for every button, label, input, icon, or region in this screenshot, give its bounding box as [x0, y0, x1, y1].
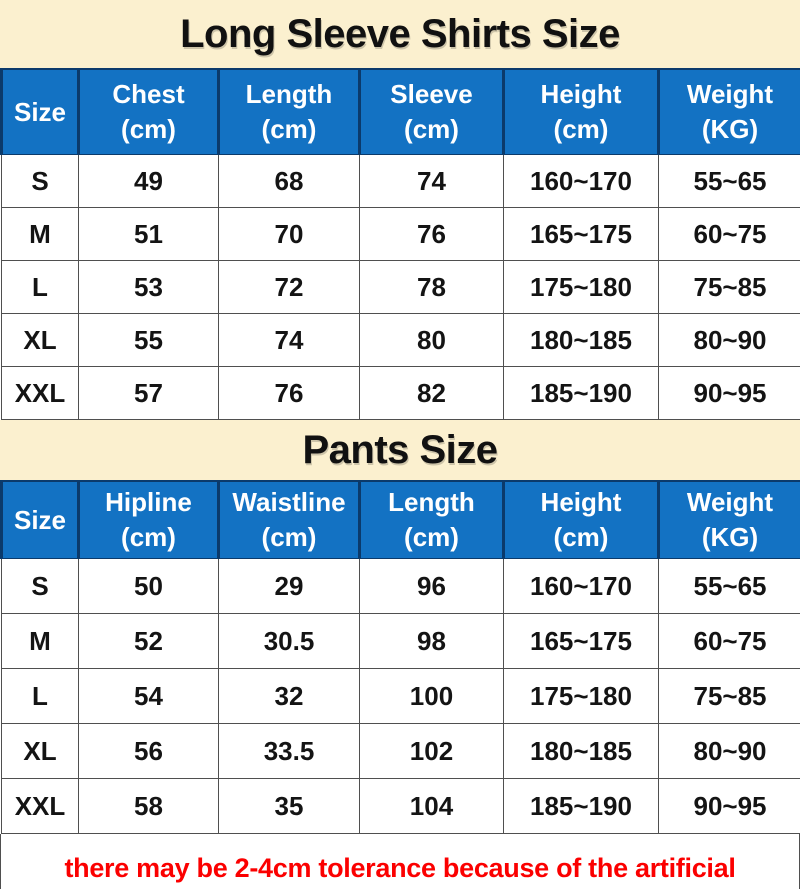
value-cell: 104 [360, 779, 504, 834]
size-cell: XXL [2, 367, 79, 420]
column-header-weight [659, 69, 800, 155]
size-cell: XL [2, 314, 79, 367]
value-cell: 80~90 [659, 724, 800, 779]
value-cell: 185~190 [504, 367, 659, 420]
value-cell: 90~95 [659, 779, 800, 834]
header-row [2, 69, 800, 155]
pants-title-band [0, 420, 800, 480]
value-cell: 160~170 [504, 559, 659, 614]
value-cell: 100 [360, 669, 504, 724]
value-cell: 76 [219, 367, 360, 420]
column-header-label: Chest [112, 79, 185, 109]
value-cell: 74 [360, 155, 504, 208]
size-cell: S [2, 559, 79, 614]
size-cell: M [2, 208, 79, 261]
value-cell: 51 [79, 208, 219, 261]
value-cell: 78 [360, 261, 504, 314]
value-cell: 60~75 [659, 208, 800, 261]
column-header-label: Height [540, 79, 622, 109]
column-header-unit: (cm) [121, 522, 176, 552]
value-cell: 80 [360, 314, 504, 367]
column-header-label: Weight [686, 79, 774, 109]
value-cell: 160~170 [504, 155, 659, 208]
column-header-unit: (KG) [701, 114, 759, 144]
value-cell: 175~180 [504, 669, 659, 724]
column-header-unit: (cm) [261, 114, 317, 144]
shirts-size-table [0, 68, 800, 420]
table-row [2, 367, 800, 420]
value-cell: 55~65 [659, 155, 800, 208]
value-cell: 180~185 [504, 314, 659, 367]
value-cell: 70 [219, 208, 360, 261]
column-header-label: Hipline [105, 487, 192, 517]
size-cell: L [2, 261, 79, 314]
value-cell: 76 [360, 208, 504, 261]
size-cell: XXL [2, 779, 79, 834]
value-cell: 57 [79, 367, 219, 420]
column-header-label: Height [540, 487, 622, 517]
value-cell: 50 [79, 559, 219, 614]
value-cell: 75~85 [659, 669, 800, 724]
size-cell: S [2, 155, 79, 208]
value-cell: 29 [219, 559, 360, 614]
column-header-size [2, 69, 79, 155]
header-row [2, 481, 800, 559]
column-header-unit: (cm) [553, 114, 609, 144]
column-header-waistline [219, 481, 360, 559]
column-header-length [360, 481, 504, 559]
value-cell: 72 [219, 261, 360, 314]
column-header-hipline [79, 481, 219, 559]
value-cell: 56 [79, 724, 219, 779]
value-cell: 55 [79, 314, 219, 367]
value-cell: 80~90 [659, 314, 800, 367]
table-row [2, 779, 800, 834]
value-cell: 75~85 [659, 261, 800, 314]
column-header-unit: (cm) [261, 522, 317, 552]
value-cell: 53 [79, 261, 219, 314]
column-header-unit: (cm) [404, 114, 459, 144]
column-header-label: Size [13, 96, 67, 127]
value-cell: 68 [219, 155, 360, 208]
column-header-label: Size [13, 504, 67, 535]
table-row [2, 261, 800, 314]
value-cell: 175~180 [504, 261, 659, 314]
size-cell: M [2, 614, 79, 669]
table-row [2, 314, 800, 367]
column-header-label: Waistline [232, 487, 346, 517]
value-cell: 60~75 [659, 614, 800, 669]
value-cell: 165~175 [504, 614, 659, 669]
pants-size-table [0, 480, 800, 834]
pants-table-title: Pants Size [302, 427, 498, 472]
value-cell: 185~190 [504, 779, 659, 834]
value-cell: 52 [79, 614, 219, 669]
value-cell: 49 [79, 155, 219, 208]
column-header-weight [659, 481, 800, 559]
column-header-unit: (cm) [121, 114, 176, 144]
value-cell: 32 [219, 669, 360, 724]
value-cell: 35 [219, 779, 360, 834]
column-header-label: Sleeve [390, 79, 473, 109]
column-header-label: Weight [686, 487, 774, 517]
column-header-unit: (cm) [404, 522, 459, 552]
value-cell: 102 [360, 724, 504, 779]
table-row [2, 669, 800, 724]
column-header-height [504, 481, 659, 559]
table-row [2, 614, 800, 669]
value-cell: 98 [360, 614, 504, 669]
column-header-height [504, 69, 659, 155]
value-cell: 58 [79, 779, 219, 834]
column-header-length [219, 69, 360, 155]
tolerance-note-text: there may be 2-4cm tolerance because of the artificial [64, 852, 736, 883]
value-cell: 55~65 [659, 559, 800, 614]
table-row [2, 155, 800, 208]
value-cell: 33.5 [219, 724, 360, 779]
value-cell: 54 [79, 669, 219, 724]
value-cell: 74 [219, 314, 360, 367]
value-cell: 30.5 [219, 614, 360, 669]
table-row [2, 559, 800, 614]
size-cell: L [2, 669, 79, 724]
column-header-unit: (cm) [553, 522, 609, 552]
column-header-label: Length [245, 79, 333, 109]
column-header-label: Length [388, 487, 475, 517]
value-cell: 165~175 [504, 208, 659, 261]
value-cell: 96 [360, 559, 504, 614]
column-header-sleeve [360, 69, 504, 155]
table-row [2, 724, 800, 779]
column-header-size [2, 481, 79, 559]
table-row [2, 208, 800, 261]
size-cell: XL [2, 724, 79, 779]
value-cell: 180~185 [504, 724, 659, 779]
value-cell: 90~95 [659, 367, 800, 420]
shirts-title-band [0, 0, 800, 68]
tolerance-note-bar [0, 834, 800, 889]
column-header-unit: (KG) [701, 522, 759, 552]
shirts-table-title: Long Sleeve Shirts Size [180, 11, 620, 56]
column-header-chest [79, 69, 219, 155]
value-cell: 82 [360, 367, 504, 420]
